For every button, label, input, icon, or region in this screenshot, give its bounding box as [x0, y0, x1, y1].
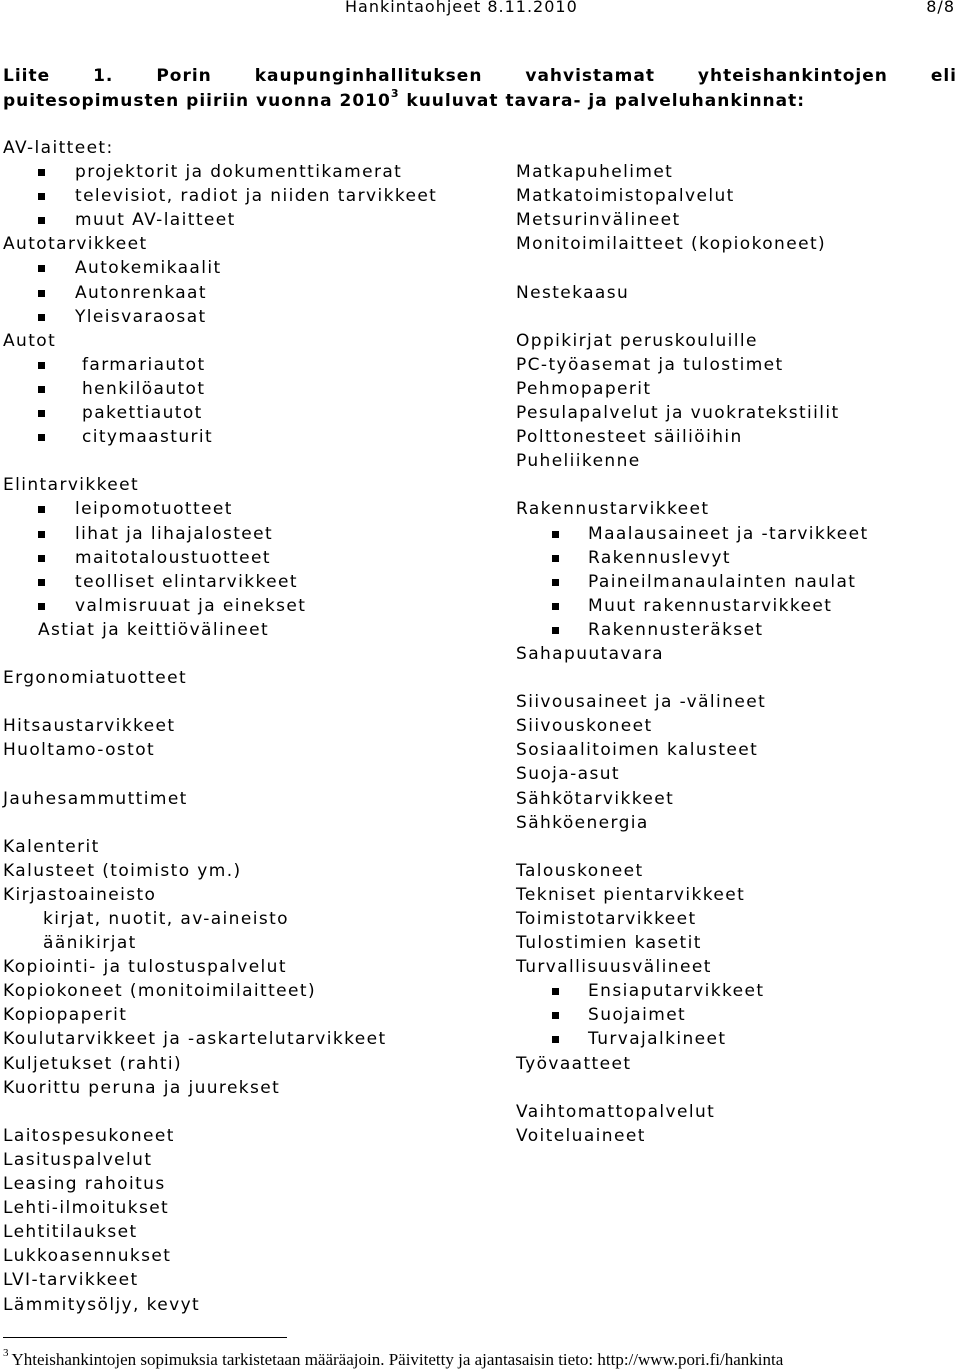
square-bullet-icon: [552, 1012, 559, 1019]
heading-line-2-text-end: kuuluvat tavara- ja palveluhankinnat:: [399, 91, 806, 111]
list-item: [0, 979, 437, 1003]
item-label: Polttonesteet säiliöihin: [516, 427, 743, 448]
list-item: [0, 955, 437, 979]
list-item: [0, 1172, 437, 1196]
item-label: Rakennusteräkset: [588, 619, 764, 640]
category-heading: [0, 329, 437, 353]
square-bullet-icon: [38, 410, 45, 417]
list-item: [516, 642, 869, 666]
item-label: maitotaloustuotteet: [75, 547, 271, 568]
list-item: [0, 1220, 437, 1244]
list-item: [0, 1124, 437, 1148]
item-label: Sähköenergia: [516, 812, 649, 833]
item-label: Autokemikaalit: [75, 258, 222, 279]
item-label: valmisruuat ja einekset: [75, 595, 307, 616]
category-heading: [516, 497, 869, 521]
item-label: Nestekaasu: [516, 282, 630, 303]
category-heading: [0, 136, 437, 160]
list-item: [516, 329, 869, 353]
item-label: Pesulapalvelut ja vuokratekstiilit: [516, 403, 840, 424]
item-label: Työvaatteet: [516, 1053, 632, 1074]
item-label: Koulutarvikkeet ja -askartelutarvikkeet: [3, 1029, 387, 1050]
item-label: Sosiaalitoimen kalusteet: [516, 740, 759, 761]
item-label: Lämmitysöljy, kevyt: [3, 1294, 201, 1315]
square-bullet-icon: [552, 579, 559, 586]
bullet-item: [0, 281, 437, 305]
item-label: kirjat, nuotit, av-aineisto: [43, 909, 289, 929]
square-bullet-icon: [38, 362, 45, 369]
list-item: [516, 232, 869, 256]
list-item: [0, 1244, 437, 1268]
square-bullet-icon: [38, 386, 45, 393]
item-label: PC-työasemat ja tulostimet: [516, 354, 784, 375]
item-label: Rakennuslevyt: [588, 547, 731, 568]
bullet-item: [0, 184, 437, 208]
list-item: [516, 160, 869, 184]
item-label: Kopiopaperit: [3, 1005, 128, 1026]
item-label: Lasituspalvelut: [3, 1149, 153, 1170]
list-item: [0, 738, 437, 762]
item-label: farmariautot: [82, 354, 206, 375]
item-label: Siivousaineet ja -välineet: [516, 692, 767, 713]
item-label: Autot: [3, 330, 57, 351]
list-item: [516, 281, 869, 305]
item-label: Pehmopaperit: [516, 378, 652, 399]
item-label: äänikirjat: [43, 933, 137, 954]
item-label: projektorit ja dokumenttikamerat: [75, 162, 403, 183]
footnote-text: Yhteishankintojen sopimuksia tarkistetaan määräajoin. Päivitetty ja ajantasaisin tieto: http://www.pori.fi/hankinta: [11, 1350, 784, 1369]
item-label: Kirjastoaineisto: [3, 884, 157, 905]
left-column: [0, 136, 437, 1317]
bullet-item: [0, 594, 437, 618]
square-bullet-icon: [552, 627, 559, 634]
square-bullet-icon: [552, 988, 559, 995]
item-label: Puheliikenne: [516, 451, 641, 472]
item-label: Sahapuutavara: [516, 643, 664, 664]
item-label: Leasing rahoitus: [3, 1174, 166, 1195]
item-label: Suojaimet: [588, 1005, 687, 1026]
document-header-title: Hankintaohjeet 8.11.2010: [345, 0, 578, 16]
bullet-item: [516, 1027, 869, 1051]
heading-line-2-text: puitesopimusten piiriin vuonna 2010: [3, 91, 391, 111]
item-label: Talouskoneet: [516, 860, 644, 881]
footnote: [3, 1347, 784, 1369]
list-item: [0, 1052, 437, 1076]
list-item: [516, 883, 869, 907]
bullet-item: [516, 594, 869, 618]
item-label: Turvallisuusvälineet: [516, 957, 712, 978]
list-item: [0, 1148, 437, 1172]
square-bullet-icon: [38, 555, 45, 562]
item-label: LVI-tarvikkeet: [3, 1270, 139, 1291]
list-item: [516, 208, 869, 232]
heading-line-1: Liite 1. Porin kaupunginhallituksen vahvistamat yhteishankintojen eli: [3, 66, 957, 86]
list-item: [0, 1293, 437, 1317]
list-item: [0, 1196, 437, 1220]
list-item: [0, 1268, 437, 1292]
sub-item: [0, 931, 437, 955]
square-bullet-icon: [38, 169, 45, 176]
item-label: Suoja-asut: [516, 764, 620, 785]
item-label: henkilöautot: [82, 378, 206, 399]
list-item: [0, 618, 437, 642]
bullet-item: [516, 546, 869, 570]
square-bullet-icon: [552, 531, 559, 538]
square-bullet-icon: [38, 603, 45, 610]
list-item: [516, 690, 869, 714]
list-item: [516, 353, 869, 377]
square-bullet-icon: [552, 603, 559, 610]
item-label: Elintarvikkeet: [3, 475, 140, 496]
item-label: Hitsaustarvikkeet: [3, 716, 176, 737]
item-label: Matkapuhelimet: [516, 162, 674, 183]
item-label: Tulostimien kasetit: [516, 933, 702, 954]
item-label: Rakennustarvikkeet: [516, 499, 710, 520]
square-bullet-icon: [38, 531, 45, 538]
list-item: [0, 666, 437, 690]
list-item: [516, 738, 869, 762]
list-item: [0, 835, 437, 859]
bullet-item: [516, 1003, 869, 1027]
square-bullet-icon: [38, 193, 45, 200]
item-label: Muut rakennustarvikkeet: [588, 595, 833, 616]
bullet-item: [516, 570, 869, 594]
item-label: Voiteluaineet: [516, 1125, 646, 1146]
item-label: muut AV-laitteet: [75, 210, 236, 231]
list-item: [516, 762, 869, 786]
item-label: Matkatoimistopalvelut: [516, 186, 735, 207]
bullet-item: [516, 618, 869, 642]
item-label: Kuljetukset (rahti): [3, 1053, 183, 1074]
list-item: [0, 787, 437, 811]
list-item: [516, 811, 869, 835]
bullet-item: [0, 497, 437, 521]
list-item: [516, 1052, 869, 1076]
square-bullet-icon: [38, 434, 45, 441]
square-bullet-icon: [38, 579, 45, 586]
item-label: Jauhesammuttimet: [3, 788, 188, 809]
bullet-item: [0, 160, 437, 184]
bullet-item: [0, 208, 437, 232]
list-item: [0, 1076, 437, 1100]
item-label: lihat ja lihajalosteet: [75, 523, 274, 544]
category-heading: [0, 473, 437, 497]
list-item: [516, 449, 869, 473]
item-label: Sähkötarvikkeet: [516, 788, 675, 809]
list-item: [516, 401, 869, 425]
page-number: 8/8: [926, 0, 955, 16]
bullet-item: [0, 305, 437, 329]
list-item: [516, 714, 869, 738]
square-bullet-icon: [38, 217, 45, 224]
item-label: Huoltamo-ostot: [3, 740, 156, 761]
item-label: leipomotuotteet: [75, 499, 233, 520]
bullet-item: [0, 425, 437, 449]
list-item: [516, 425, 869, 449]
item-label: Lehti-ilmoitukset: [3, 1198, 170, 1219]
item-label: Kuorittu peruna ja juurekset: [3, 1077, 281, 1098]
list-item: [516, 1100, 869, 1124]
list-item: [516, 859, 869, 883]
list-item: [0, 1027, 437, 1051]
heading-line-2: [3, 89, 957, 113]
bullet-item: [0, 377, 437, 401]
item-label: Astiat ja keittiövälineet: [38, 619, 270, 640]
list-item: [516, 1124, 869, 1148]
list-item: [0, 714, 437, 738]
category-heading: [0, 232, 437, 256]
category-heading: [0, 883, 437, 907]
item-label: teolliset elintarvikkeet: [75, 571, 298, 592]
bullet-item: [516, 522, 869, 546]
list-item: [516, 377, 869, 401]
bullet-item: [0, 522, 437, 546]
item-label: Toimistotarvikkeet: [516, 909, 697, 929]
bullet-item: [0, 546, 437, 570]
list-item: [0, 1003, 437, 1027]
bullet-item: [0, 256, 437, 280]
item-label: Ensiaputarvikkeet: [588, 981, 765, 1002]
item-label: Monitoimilaitteet (kopiokoneet): [516, 234, 827, 255]
square-bullet-icon: [38, 314, 45, 321]
item-label: Kopiointi- ja tulostuspalvelut: [3, 957, 287, 978]
item-label: AV-laitteet:: [3, 138, 114, 158]
item-label: Tekniset pientarvikkeet: [516, 884, 746, 905]
item-label: Laitospesukoneet: [3, 1125, 175, 1146]
list-item: [516, 184, 869, 208]
item-label: Siivouskoneet: [516, 716, 653, 737]
item-label: Vaihtomattopalvelut: [516, 1101, 716, 1122]
right-column: [516, 160, 869, 1148]
list-item: [516, 931, 869, 955]
square-bullet-icon: [38, 290, 45, 297]
item-label: Lehtitilaukset: [3, 1222, 138, 1243]
list-item: [0, 859, 437, 883]
item-label: Kopiokoneet (monitoimilaitteet): [3, 981, 316, 1002]
footnote-reference: 3: [390, 87, 400, 101]
item-label: Autonrenkaat: [75, 282, 207, 303]
category-heading: [516, 955, 869, 979]
bullet-item: [0, 570, 437, 594]
item-label: Maalausaineet ja -tarvikkeet: [588, 523, 869, 544]
item-label: pakettiautot: [82, 403, 203, 424]
footnote-separator: [3, 1337, 287, 1338]
square-bullet-icon: [552, 555, 559, 562]
square-bullet-icon: [38, 506, 45, 513]
item-label: Lukkoasennukset: [3, 1246, 172, 1267]
item-label: Ergonomiatuotteet: [3, 668, 188, 689]
item-label: citymaasturit: [82, 427, 214, 448]
item-label: Oppikirjat peruskouluille: [516, 330, 758, 351]
item-label: Paineilmanaulainten naulat: [588, 571, 857, 592]
item-label: Yleisvaraosat: [75, 306, 207, 327]
square-bullet-icon: [552, 1036, 559, 1043]
bullet-item: [0, 353, 437, 377]
item-label: Kalusteet (toimisto ym.): [3, 860, 242, 881]
item-label: Autotarvikkeet: [3, 234, 148, 255]
list-item: [516, 907, 869, 931]
item-label: Turvajalkineet: [588, 1029, 727, 1050]
square-bullet-icon: [38, 265, 45, 272]
bullet-item: [516, 979, 869, 1003]
sub-item: [0, 907, 437, 931]
item-label: Kalenterit: [3, 836, 100, 857]
list-item: [516, 787, 869, 811]
item-label: televisiot, radiot ja niiden tarvikkeet: [75, 186, 438, 207]
bullet-item: [0, 401, 437, 425]
footnote-number: 3: [3, 1347, 9, 1360]
item-label: Metsurinvälineet: [516, 210, 681, 231]
